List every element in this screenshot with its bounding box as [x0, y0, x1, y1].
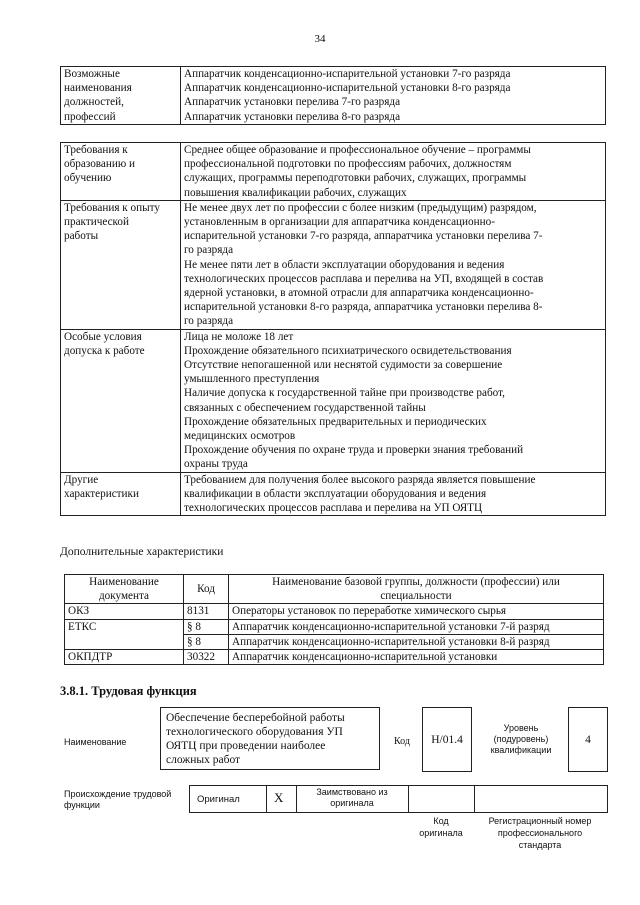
origin-label: Происхождение трудовой функции — [64, 789, 172, 810]
function-code-label: Код — [394, 736, 410, 747]
table-row: ОКПДТР 30322 Аппаратчик конденсационно-испарительной установки — [65, 650, 604, 665]
function-name-label: Наименование — [64, 737, 127, 747]
table-row: § 8 Аппаратчик конденсационно-испарительной установки 8-й разряд — [65, 634, 604, 649]
requirement-education: Требования к образованию и обучению Среднее общее образование и профессиональное обучение – программы профессиональной подготовки по профессиям рабочих, должностям служащих, программы переподготовки рабочих, служащих, программы повышения квалификации рабочих, служащих — [61, 143, 606, 201]
code-original-caption: Код оригинала — [419, 816, 463, 838]
function-code-value: Н/01.4 — [431, 733, 463, 746]
origin-divider — [474, 785, 475, 812]
position-item: Аппаратчик конденсационно-испарительной установки 7-го разряда — [184, 68, 511, 80]
table-row: ЕТКС § 8 Аппаратчик конденсационно-испарительной установки 7-й разряд — [65, 619, 604, 634]
level-label: Уровень (подуровень) квалификации — [490, 723, 552, 755]
function-heading: 3.8.1. Трудовая функция — [60, 684, 197, 698]
requirement-experience: Требования к опыту практической работы Не менее двух лет по профессии с более низким (предыдущим) разрядом, установленным в организации для аппаратчика конденсационно- испарительной установки 7-го разряда, аппаратчика установки перелива 7- го разряда Не менее пяти лет в области эксплуатации оборудования и ведения технологических процессов расплава и перелива на УП, входящей в состав ядерной установки, в атомной отрасли для аппаратчика конденсационно- испарительной установки 8-го разряда, аппаратчика установки перелива 8- го разряда — [61, 200, 606, 329]
page-number: 34 — [314, 33, 326, 45]
requirements-table — [60, 142, 606, 516]
additional-header: Наименование документа Код Наименование базовой группы, должности (профессии) или специальности — [65, 575, 604, 604]
table-row: ОКЗ 8131 Операторы установок по переработке химического сырья — [65, 604, 604, 619]
additional-title: Дополнительные характеристики — [60, 546, 224, 558]
positions-table — [60, 66, 606, 125]
registration-number-caption: Регистрационный номер профессионального стандарта — [488, 816, 592, 850]
positions-label: Возможные наименования должностей, профессий — [61, 67, 181, 125]
position-item: Аппаратчик установки перелива 7-го разряда — [184, 96, 401, 109]
function-code-box — [422, 707, 472, 772]
original-mark: X — [274, 790, 284, 805]
function-name-box: Обеспечение бесперебойной работы технологического оборудования УП ОЯТЦ при проведении наиболее сложных работ — [160, 707, 380, 770]
positions-values — [181, 67, 606, 125]
origin-divider — [408, 785, 409, 812]
origin-divider — [266, 785, 267, 812]
requirement-other: Другие характеристики Требованием для получения более высокого разряда является повышение квалификации в области эксплуатации оборудования и ведения технологических процессов расплава и перелива на УП ОЯТЦ — [61, 472, 606, 516]
position-item: Аппаратчик установки перелива 8-го разряда — [184, 110, 401, 123]
origin-divider — [296, 785, 297, 812]
requirement-special-conditions: Особые условия допуска к работе Лица не моложе 18 лет Прохождение обязательного психиатрического освидетельствования Отсутствие непогашенной или неснятой судимости за совершение умышленного преступления Наличие допуска к государственной тайне при производстве работ, связанных с обеспечением государственной тайны Прохождение обязательных предварительных и периодических медицинских осмотров Прохождение обучения по охране труда и проверки знания требований охраны труда — [61, 329, 606, 472]
original-label: Оригинал — [197, 794, 240, 805]
borrowed-label: Заимствовано из оригинала — [316, 787, 388, 808]
position-item: Аппаратчик конденсационно-испарительной установки 8-го разряда — [184, 82, 511, 95]
level-value: 4 — [585, 733, 591, 746]
additional-table — [64, 574, 604, 665]
level-box — [568, 707, 608, 772]
